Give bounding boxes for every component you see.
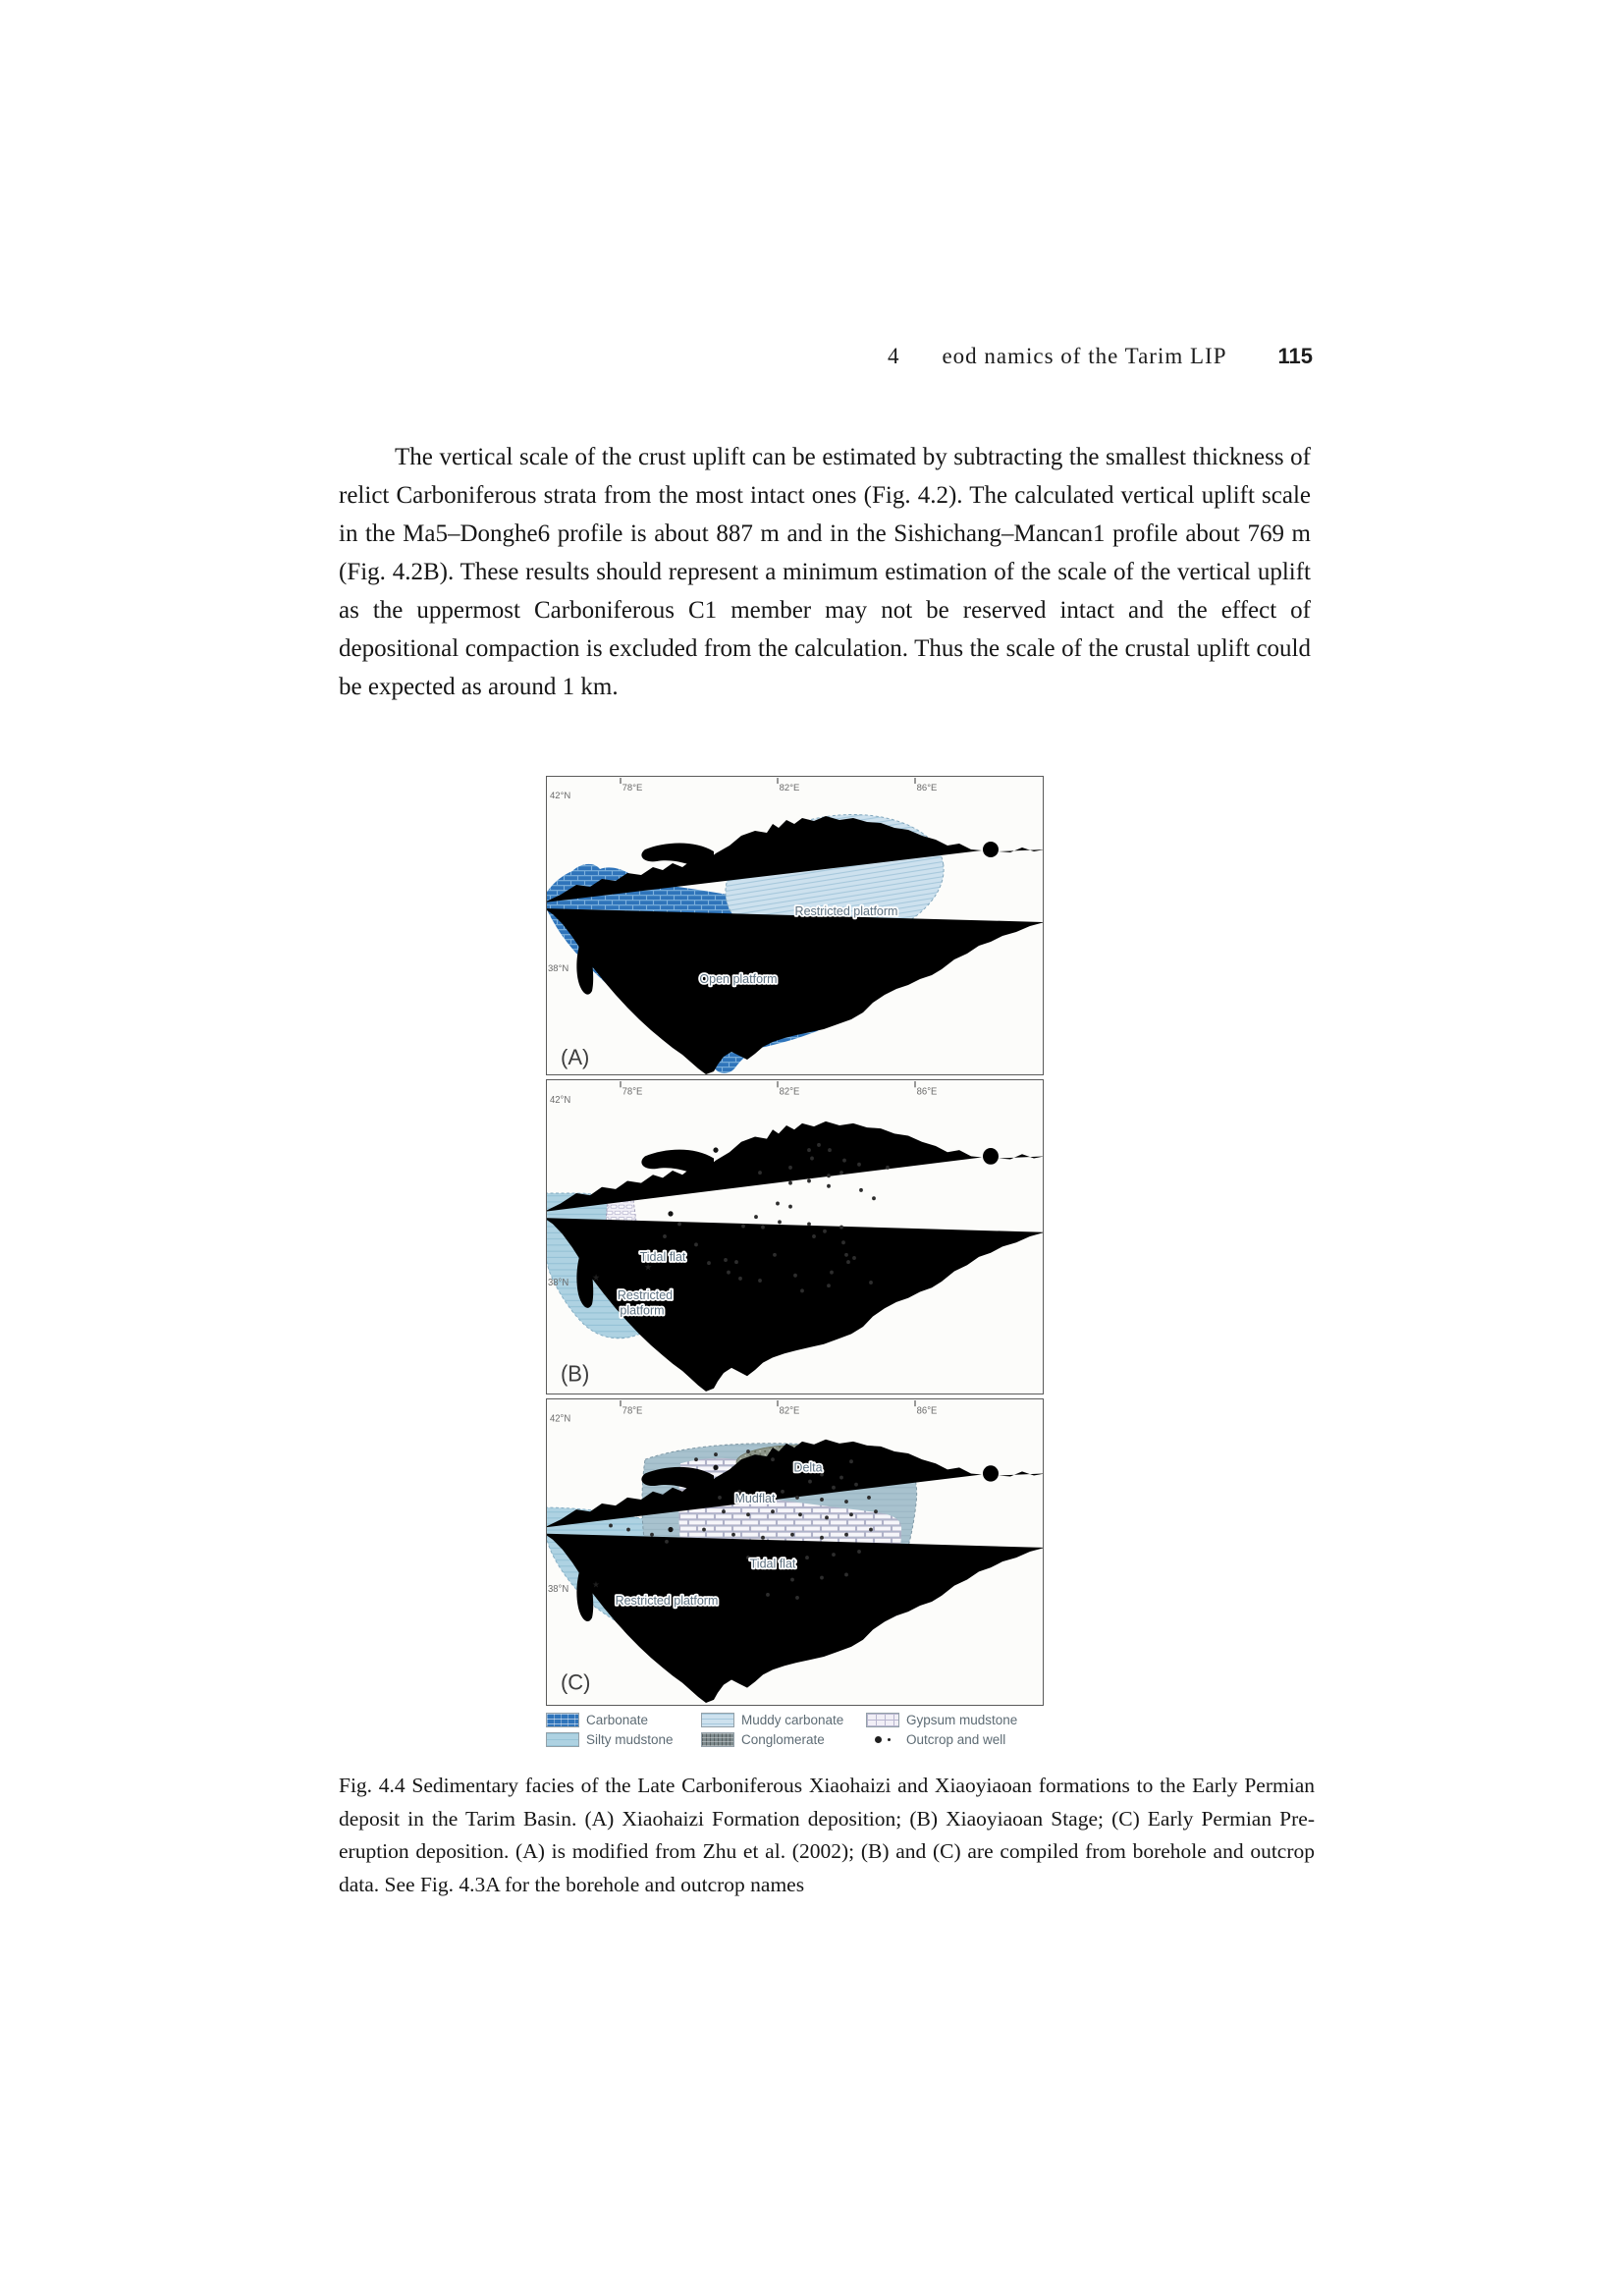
lat-tick-42n: 42°N — [550, 791, 571, 801]
lat-tick-38n: 38°N — [548, 1278, 569, 1289]
star-markers-c — [592, 1580, 600, 1590]
lon-tick-86e: 86°E — [916, 1086, 938, 1098]
panel-letter-a: (A) — [561, 1045, 590, 1069]
lat-tick-38n: 38°N — [548, 963, 569, 974]
silty-mudstone-swatch-icon — [546, 1732, 579, 1747]
lon-tick-82e: 82°E — [779, 1405, 800, 1417]
svg-text:★: ★ — [591, 1579, 601, 1590]
panel-letter-b: (B) — [561, 1361, 590, 1387]
legend-label: Conglomerate — [741, 1732, 825, 1747]
label-restricted-b-line1: Restricted — [617, 1286, 674, 1302]
well-dot-icon — [888, 1738, 891, 1741]
map-panel-b — [546, 1079, 1044, 1394]
figure-caption: Fig. 4.4 Sedimentary facies of the Late Carboniferous Xiaohaizi and Xiaoyiaoan formations to the Early Permian deposit in the Tarim Basin. (A) Xiaohaizi Formation deposition; (B) Xiaoyiaoan Stage; (C) Early Permian Pre-eruption deposition. (A) is modified from Zhu et al. (2002); (B) and (C) are compiled from borehole and outcrop data. See Fig. 4.3A for the borehole and outcrop names — [339, 1774, 1315, 1896]
page-number: 115 — [1277, 344, 1313, 368]
outcrop-well-symbols — [866, 1732, 899, 1747]
muddy-carbonate-swatch-icon — [701, 1713, 734, 1727]
label-mudflat: Mudflat — [734, 1491, 776, 1506]
body-paragraph: The vertical scale of the crust uplift can be estimated by subtracting the smallest thickness of relict Carboniferous strata from the most intact ones (Fig. 4.2). The calculated vertical uplift scale in the Ma5–Donghe6 profile is about 887 m and in the Sishichang–Mancan1 profile about 769 m (Fig. 4.2B). These results should represent a minimum estimation of the scale of the vertical uplift as the uppermost Carboniferous C1 member may not be reserved intact and the effect of depositional compaction is excluded from the calculation. Thus the scale of the crustal uplift could be expected as around 1 km. — [339, 444, 1311, 700]
figure-legend — [546, 1713, 1046, 1747]
legend-item-conglomerate — [701, 1732, 866, 1747]
basin-outline — [546, 1121, 1044, 1392]
lon-tick-78e: 78°E — [622, 1405, 643, 1417]
map-panel-a — [546, 776, 1044, 1075]
legend-label: Carbonate — [586, 1713, 649, 1727]
lon-tick-78e: 78°E — [622, 1086, 643, 1098]
lon-tick-78e: 78°E — [622, 783, 643, 793]
lon-tick-86e: 86°E — [916, 783, 938, 793]
lon-tick-86e: 86°E — [916, 1405, 938, 1417]
label-restricted-b-line2: platform — [620, 1302, 665, 1318]
lon-tick-82e: 82°E — [779, 1086, 800, 1098]
svg-text:★: ★ — [591, 1272, 601, 1283]
running-header — [339, 344, 1313, 369]
svg-text:★: ★ — [643, 1262, 653, 1273]
legend-label: Gypsum mudstone — [906, 1713, 1018, 1727]
label-restricted-platform-c: Restricted platform — [615, 1593, 719, 1609]
lat-tick-38n: 38°N — [548, 1583, 569, 1595]
lon-tick-82e: 82°E — [779, 783, 800, 793]
map-panel-c — [546, 1398, 1044, 1706]
carbonate-swatch-icon — [546, 1713, 579, 1727]
gypsum-mudstone-swatch-icon — [866, 1713, 899, 1727]
lat-tick-42n: 42°N — [550, 1094, 571, 1107]
basin-outline — [546, 1440, 1044, 1703]
label-tidal-flat-b: Tidal flat — [639, 1248, 686, 1265]
label-tidal-flat-c: Tidal flat — [749, 1557, 796, 1571]
label-open-platform: Open platform — [699, 972, 778, 986]
chapter-title: eod namics of the Tarim LIP — [942, 344, 1227, 368]
panel-letter-c: (C) — [561, 1669, 591, 1695]
lat-tick-42n: 42°N — [550, 1413, 571, 1425]
legend-label: Silty mudstone — [586, 1732, 674, 1747]
legend-item-silty-mudstone — [546, 1732, 701, 1747]
label-delta: Delta — [793, 1460, 823, 1475]
label-restricted-platform-a: Restricted platform — [794, 904, 898, 918]
conglomerate-swatch-icon — [701, 1732, 734, 1747]
legend-item-muddy-carbonate — [701, 1713, 866, 1727]
chapter-number: 4 — [887, 344, 899, 368]
legend-item-carbonate — [546, 1713, 701, 1727]
legend-item-outcrop-well — [866, 1732, 1046, 1747]
outcrop-dot-icon — [875, 1736, 882, 1743]
legend-label: Muddy carbonate — [741, 1713, 844, 1727]
figure-4-4 — [546, 776, 1046, 1747]
legend-item-gypsum-mudstone — [866, 1713, 1046, 1727]
legend-label: Outcrop and well — [906, 1732, 1006, 1747]
